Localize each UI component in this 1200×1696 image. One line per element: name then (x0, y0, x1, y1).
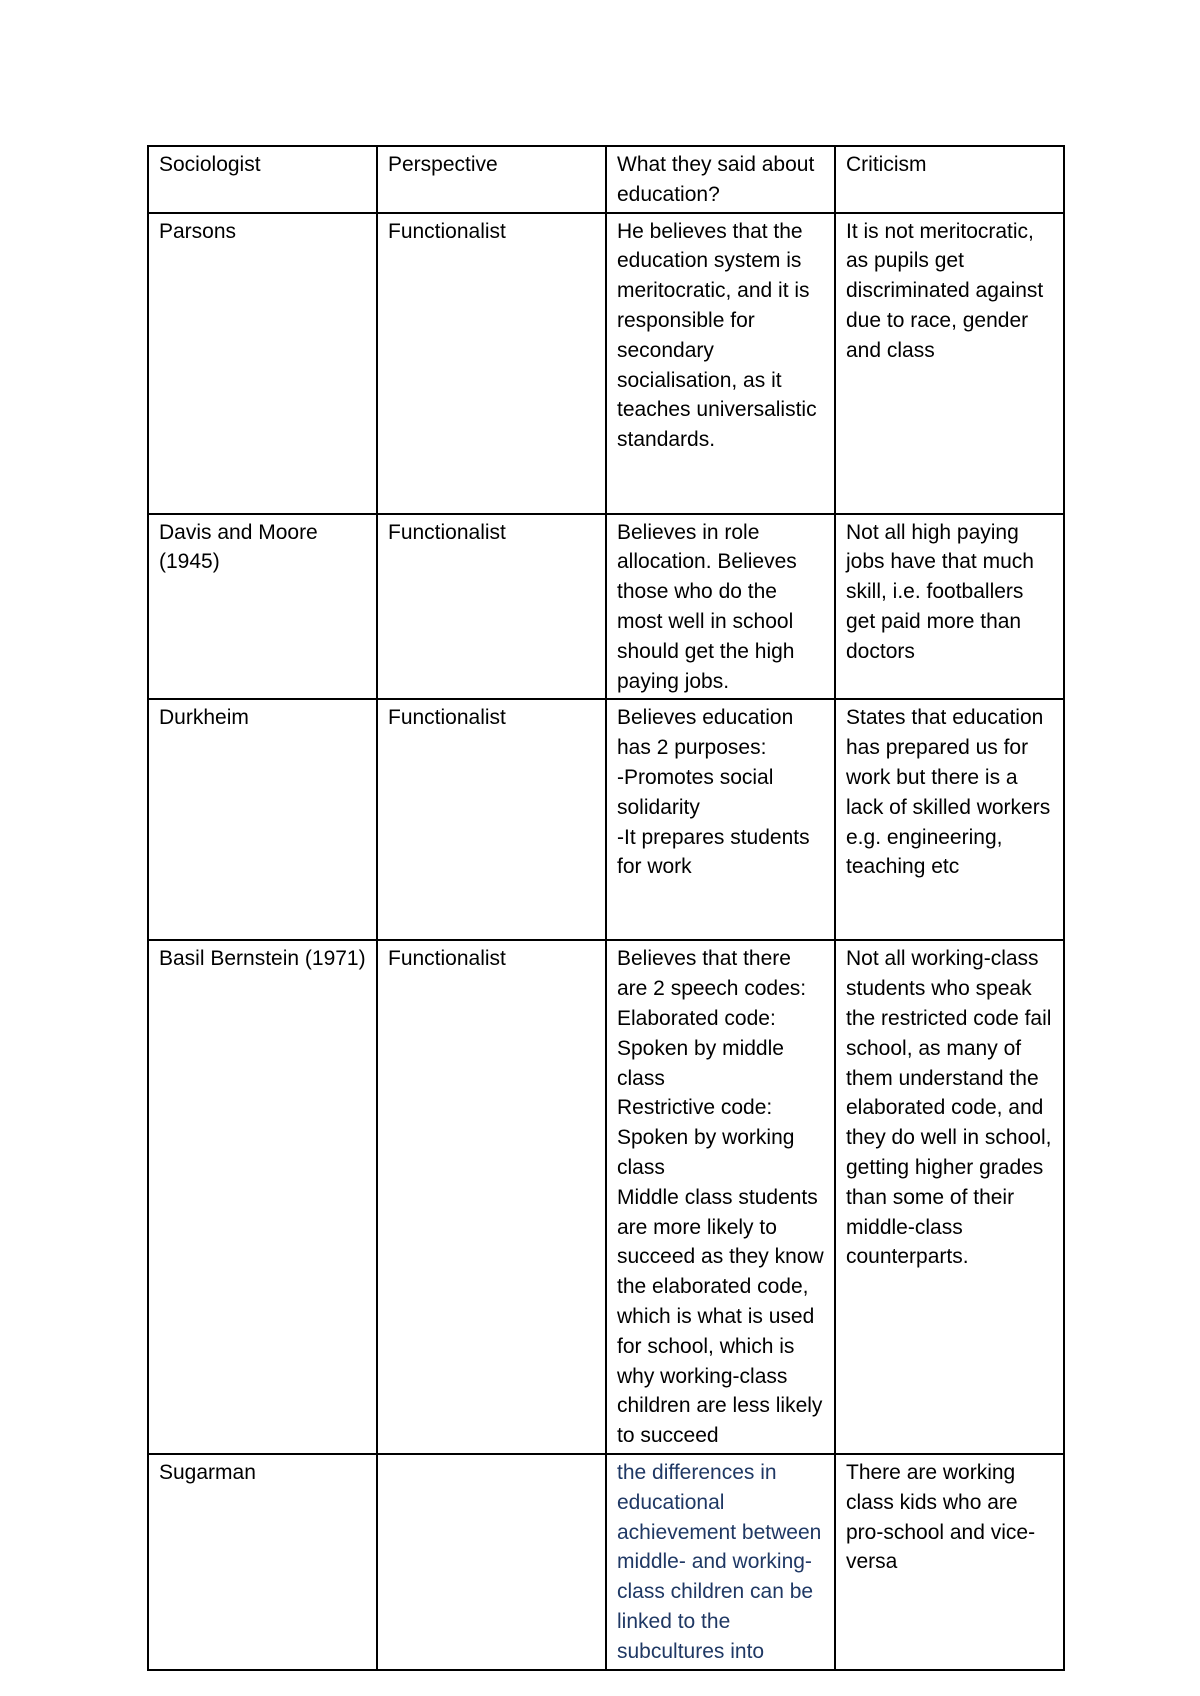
cell-sociologist: Davis and Moore (1945) (148, 514, 377, 700)
cell-said: the differences in educational achievement between middle- and working-class children can be linked to the subcultures into (606, 1454, 835, 1670)
table-header-row (148, 146, 1064, 213)
table-row (148, 699, 1064, 940)
cell-perspective: Functionalist (377, 514, 606, 700)
cell-said-line: Spoken by working class (617, 1126, 795, 1179)
cell-said-line: Middle class students are more likely to succeed as they know the elaborated code, which is what is used for school, which is why working-class children are less likely to succeed (617, 1185, 824, 1448)
cell-said-line: Restrictive code: (617, 1096, 773, 1120)
cell-perspective (377, 1454, 606, 1670)
cell-sociologist: Durkheim (148, 699, 377, 940)
table-row (148, 940, 1064, 1454)
cell-said-line: Elaborated code: (617, 1006, 776, 1030)
cell-criticism: There are working class kids who are pro-school and vice-versa (835, 1454, 1064, 1670)
table-row (148, 213, 1064, 514)
cell-said (606, 699, 835, 940)
cell-perspective: Functionalist (377, 213, 606, 514)
cell-said: He believes that the education system is meritocratic, and it is responsible for secondary socialisation, as it teaches universalistic standards. (606, 213, 835, 514)
cell-said-line: -It prepares students for work (617, 825, 810, 879)
cell-criticism: Not all high paying jobs have that much skill, i.e. footballers get paid more than doctors (835, 514, 1064, 700)
cell-said: Believes in role allocation. Believes those who do the most well in school should get the high paying jobs. (606, 514, 835, 700)
cell-perspective: Functionalist (377, 940, 606, 1454)
header-perspective: Perspective (377, 146, 606, 213)
cell-criticism: It is not meritocratic, as pupils get discriminated against due to race, gender and class (835, 213, 1064, 514)
cell-said (606, 940, 835, 1454)
cell-criticism: Not all working-class students who speak the restricted code fail school, as many of them understand the elaborated code, and they do well in school, getting higher grades than some of their middle-class counterparts. (835, 940, 1064, 1454)
sociologists-table (147, 145, 1065, 1671)
cell-said-line: Believes education has 2 purposes: (617, 706, 794, 760)
cell-sociologist: Sugarman (148, 1454, 377, 1670)
header-sociologist: Sociologist (148, 146, 377, 213)
cell-criticism: States that education has prepared us for work but there is a lack of skilled workers e.g. engineering, teaching etc (835, 699, 1064, 940)
cell-sociologist: Parsons (148, 213, 377, 514)
cell-said-line: Spoken by middle class (617, 1036, 784, 1090)
table-row (148, 1454, 1064, 1670)
cell-sociologist: Basil Bernstein (1971) (148, 940, 377, 1454)
header-what-they-said: What they said about education? (606, 146, 835, 213)
cell-perspective: Functionalist (377, 699, 606, 940)
header-criticism: Criticism (835, 146, 1064, 213)
cell-said-line: Believes that there are 2 speech codes: (617, 947, 807, 1001)
cell-said-line: -Promotes social solidarity (617, 765, 774, 819)
table-row (148, 514, 1064, 700)
